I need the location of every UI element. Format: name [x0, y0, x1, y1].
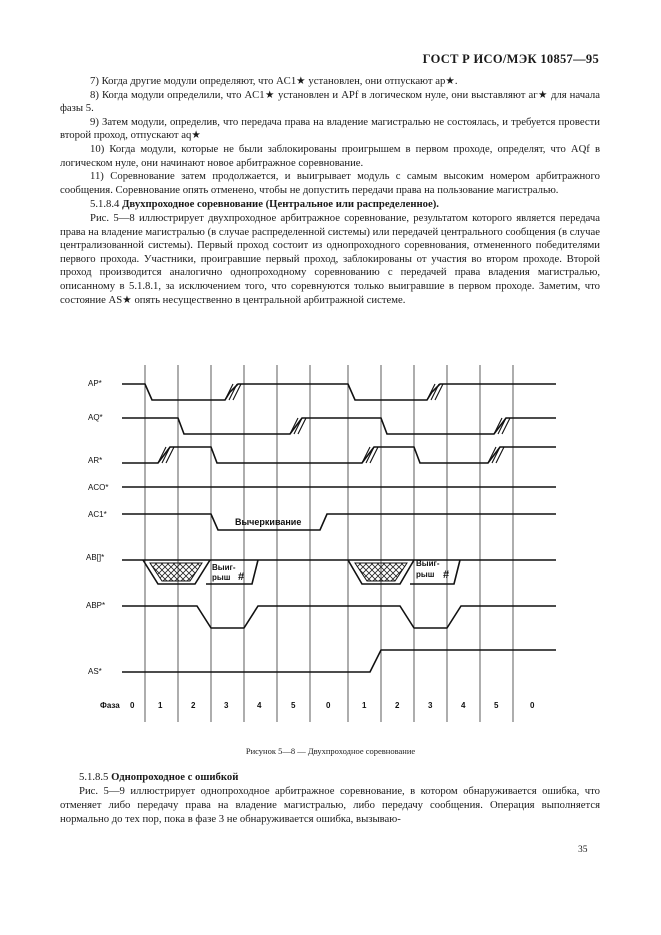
hash-mark: #	[443, 569, 450, 581]
section-585-block	[60, 770, 600, 826]
signal-label-as: AS*	[88, 667, 102, 676]
figure-caption: Рисунок 5—8 — Двухпроходное соревнование	[245, 746, 416, 756]
list-item: 11) Соревнование затем продолжается, и выигрывает модуль с самым высоким номером арбитражного сообщения. Соревнование опять отменено, чтобы не допустить передачи права на пользование магистралью.	[60, 170, 600, 196]
list-items-block	[60, 75, 600, 307]
win-label: Выиг-	[212, 563, 236, 572]
section-body-585: Рис. 5—9 иллюстрирует однопроходное арбитражное соревнование, в котором обнаруживается ошибка, что отменяет либо передачу права на владение магистралью, либо передачу сообщения. Операция выполняется нормально до тех пор, пока в фазе 3 не обнаруживается ошибка, вызываю-	[60, 785, 600, 825]
ab-crosshatch-region	[355, 563, 407, 581]
phase-number: 3	[224, 701, 229, 710]
win-label: рыш	[416, 570, 435, 579]
section-number: 5.1.8.4	[90, 198, 120, 211]
waveform-aq	[122, 418, 556, 434]
section-title: Двухпроходное соревнование (Центральное или распределенное).	[122, 198, 439, 211]
win-label: Выиг-	[416, 559, 440, 568]
list-item: 10) Когда модули, которые не были заблокированы проигрышем в первом проходе, определят, что AQf в логическом нуле, они начинают новое арбитражное соревнование.	[60, 142, 600, 169]
phase-number: 4	[257, 701, 262, 710]
section-title: Однопроходное с ошибкой	[111, 771, 239, 783]
section-body-584: Рис. 5—8 иллюстрирует двухпроходное арбитражное соревнование, результатом которого является передача права на владение магистралью (в случае распределенной системы) или передачей центрального сообщения (в случае централизованной системы). Первый проход состоит из однопроходного соревнования, отмененного победителями первого прохода. Участники, проигравшие первый проход, заблокированы от участия во втором проходе. Второй проход производится аналогично однопроходному соревнованию с передачей права владения магистралью, описанному в 5.1.8.1, за исключением того, что соревнуются только выигравшие в первом проходе. Заметим, что состояние AS★ опять несущественно в центральной арбитражной системе.	[60, 211, 600, 306]
waveform-ar	[122, 447, 556, 463]
phase-number: 2	[191, 701, 196, 710]
list-item: 7) Когда другие модули определяют, что AC1★ установлен, они отпускают ар★.	[90, 75, 458, 87]
waveform-abp	[122, 606, 556, 628]
running-header: ГОСТ Р ИСО/МЭК 10857—95	[422, 52, 599, 66]
hash-mark: #	[238, 571, 245, 583]
waveform-ap	[122, 384, 556, 400]
ab-crosshatch-region	[150, 563, 202, 581]
list-item: 8) Когда модули определили, что AC1★ установлен и АРf в логическом нуле, они выставляют аг★ для начала фазы 5.	[60, 88, 600, 115]
cancel-label: Вычеркивание	[235, 517, 302, 527]
signal-label-ar: AR*	[88, 456, 103, 465]
phase-number: 0	[130, 701, 135, 710]
win-label: рыш	[212, 573, 231, 582]
transition-hatch-ar	[158, 447, 504, 463]
phase-number: 1	[158, 701, 163, 710]
signal-label-aco: ACO*	[88, 483, 109, 492]
page-number: 35	[578, 845, 588, 855]
transition-hatch-ap	[225, 384, 443, 400]
transition-hatch-aq	[290, 418, 510, 434]
waveform-as	[122, 650, 556, 672]
signal-label-aq: AQ*	[88, 413, 103, 422]
phase-number: 0	[530, 701, 535, 710]
section-heading-585	[60, 770, 600, 784]
phase-number: 5	[494, 701, 499, 710]
phase-number: 5	[291, 701, 296, 710]
list-item: 9) Затем модули, определив, что передача права на владение магистралью не состоялась, и требуется провести второй проход, отпускают aq★	[60, 115, 600, 142]
signal-label-abp: ABP*	[86, 601, 106, 610]
phase-number: 3	[428, 701, 433, 710]
phase-number: 0	[326, 701, 331, 710]
signal-label-ap: AP*	[88, 379, 102, 388]
section-heading-584	[60, 198, 600, 212]
waveform-ac1	[122, 514, 556, 530]
phase-number: 4	[461, 701, 466, 710]
signal-label-ac1: AC1*	[88, 510, 107, 519]
section-number: 5.1.8.5	[79, 771, 109, 783]
signal-label-ab: AB[]*	[86, 553, 105, 562]
phase-number: 2	[395, 701, 400, 710]
phase-label: Фаза	[100, 701, 120, 710]
timing-diagram	[0, 355, 661, 745]
phase-number: 1	[362, 701, 367, 710]
